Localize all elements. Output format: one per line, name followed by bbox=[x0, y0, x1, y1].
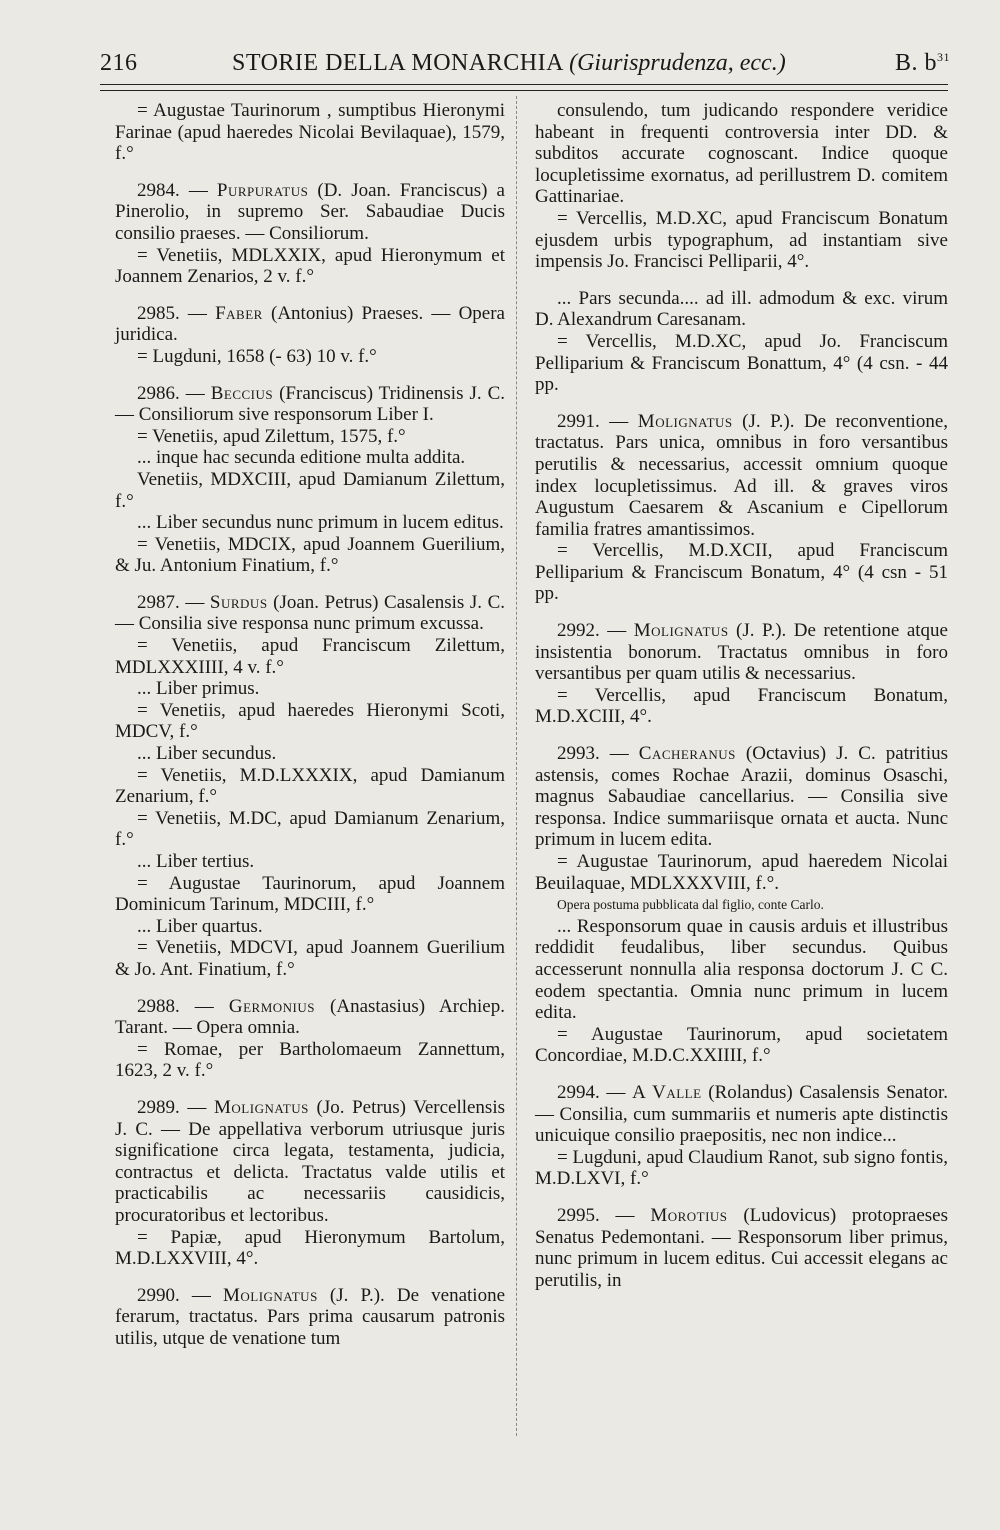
entry-line: Venetiis, MDXCIII, apud Damianum Zilettum, f.° bbox=[115, 468, 505, 512]
entry-number: 2984. — bbox=[137, 179, 217, 201]
entry-title: (Ludovicus) protopraeses Senatus Pedemontani. — Responsorum liber primus, nunc primum in lucem editus. Cui accessit elegans ac perutilis, in bbox=[535, 1204, 948, 1291]
signature-text: B. b bbox=[894, 50, 937, 76]
header-rule bbox=[100, 84, 948, 85]
entry-number: 2988. — bbox=[137, 995, 229, 1017]
entry-line: = Augustae Taurinorum , sumptibus Hieronymi Farinae (apud haeredes Nicolai Bevilaquae), 1579, f.° bbox=[115, 100, 505, 165]
entry-line: ... inque hac secunda editione multa addita. bbox=[137, 447, 466, 469]
entry-heading bbox=[535, 620, 948, 685]
page-number: 216 bbox=[100, 50, 138, 76]
entry-line: = Augustae Taurinorum, apud haeredem Nicolai Beuilaquae, MDLXXXVIII, f.°. bbox=[535, 851, 948, 894]
entry-number: 2985. — bbox=[137, 302, 216, 324]
entry-line: = Vercellis, apud Franciscum Bonatum, M.D.XCIII, 4°. bbox=[535, 684, 948, 728]
catalog-entry bbox=[535, 1082, 948, 1190]
entry-heading bbox=[535, 743, 948, 851]
entry-heading bbox=[115, 180, 505, 245]
entry-title: (Franciscus) Tridinensis J. C. — Consiliorum sive responsorum Liber I. bbox=[115, 382, 506, 426]
entry-line: = Venetiis, MDCIX, apud Joannem Guerilium, & Ju. Antonium Finatium, f.° bbox=[115, 533, 505, 577]
entry-number: 2995. — bbox=[557, 1204, 651, 1226]
entry-title: (D. Joan. Franciscus) a Pinerolio, in supremo Ser. Sabaudiae Ducis consilio praeses. — Consiliorum. bbox=[115, 179, 505, 244]
entry-line: = Vercellis, M.D.XCII, apud Franciscum Pelliparium & Franciscum Bonatum, 4° (4 csn - 51 pp. bbox=[535, 540, 948, 605]
entry-note: Opera postuma pubblicata dal figlio, conte Carlo. bbox=[557, 897, 824, 913]
catalog-entry bbox=[535, 1205, 948, 1291]
entry-heading bbox=[115, 1285, 505, 1350]
entry-author: Molignatus bbox=[637, 410, 733, 432]
catalog-entry bbox=[115, 996, 505, 1082]
catalog-entry bbox=[535, 100, 948, 273]
entry-heading bbox=[115, 383, 505, 426]
entry-heading bbox=[115, 1097, 505, 1227]
entry-line: ... Liber secundus nunc primum in lucem editus. bbox=[137, 512, 504, 534]
entry-number: 2987. — bbox=[137, 591, 210, 613]
entry-heading bbox=[535, 1082, 948, 1147]
entry-author: Faber bbox=[215, 302, 263, 324]
entry-line: = Lugduni, 1658 (- 63) 10 v. f.° bbox=[137, 345, 377, 367]
entry-line: = Vercellis, M.D.XC, apud Jo. Franciscum Pelliparium & Franciscum Bonattum, 4° (4 csn. - 44 pp. bbox=[535, 330, 948, 396]
entry-heading bbox=[115, 996, 505, 1039]
entry-line: ... Liber primus. bbox=[137, 678, 260, 700]
entry-heading bbox=[535, 1205, 948, 1291]
entry-heading bbox=[115, 303, 505, 346]
entry-line: = Venetiis, apud Franciscum Zilettum, MDLXXXIIII, 4 v. f.° bbox=[115, 635, 505, 678]
left-column bbox=[115, 100, 505, 1364]
entry-line: ... Pars secunda.... ad ill. admodum & exc. virum D. Alexandrum Caresanam. bbox=[535, 287, 948, 331]
entry-line: = Venetiis, MDCVI, apud Joannem Guerilium & Jo. Ant. Finatium, f.° bbox=[115, 937, 505, 980]
catalog-entry bbox=[115, 1285, 505, 1350]
entry-line: ... Liber secundus. bbox=[137, 743, 277, 765]
catalog-entry bbox=[115, 303, 505, 368]
entry-title: (J. P.). De retentione atque insistentia bonorum. Tractatus omnibus in foro versantibus per quam utilis & necessarius. bbox=[535, 620, 948, 685]
entry-line: = Venetiis, apud Zilettum, 1575, f.° bbox=[137, 425, 406, 447]
signature-sup: 31 bbox=[937, 50, 950, 64]
entry-heading bbox=[115, 592, 505, 635]
entry-number: 2989. — bbox=[137, 1096, 215, 1118]
catalog-entry bbox=[535, 288, 948, 396]
entry-author: Surdus bbox=[209, 591, 268, 613]
entry-author: Molignatus bbox=[214, 1096, 309, 1118]
signature-mark bbox=[895, 50, 950, 77]
entry-line: = Venetiis, MDLXXIX, apud Hieronymum et Joannem Zenarios, 2 v. f.° bbox=[115, 244, 505, 288]
entry-line: = Romae, per Bartholomaeum Zannettum, 1623, 2 v. f.° bbox=[115, 1038, 505, 1082]
column-divider bbox=[516, 96, 517, 1436]
entry-title: (J. P.). De venatione ferarum, tractatus. Pars prima causarum patronis utilis, utque de venatione tum bbox=[115, 1284, 505, 1349]
entry-heading bbox=[535, 411, 948, 541]
entry-title: (Joan. Petrus) Casalensis J. C. — Consilia sive responsa nunc primum excussa. bbox=[115, 591, 505, 635]
catalog-entry bbox=[115, 383, 505, 577]
right-column bbox=[535, 100, 948, 1306]
entry-author: Germonius bbox=[228, 995, 315, 1017]
entry-title: (Jo. Petrus) Vercellensis J. C. — De appellativa verborum utriusque juris significatione circa legata, testamenta, judicia, contractus et delicta. Tractatus valde utilis et practicabilis ac necessariis causidicis, procuratoribus et lectoribus. bbox=[115, 1096, 505, 1226]
entry-number: 2994. — bbox=[557, 1081, 633, 1103]
entry-author: Molignatus bbox=[222, 1284, 318, 1306]
entry-author: Purpuratus bbox=[216, 179, 309, 201]
running-title-subtitle: (Giurisprudenza, ecc.) bbox=[569, 50, 786, 76]
entry-number: 2986. — bbox=[137, 382, 211, 404]
entry-number: 2991. — bbox=[557, 410, 638, 432]
entry-line: = Lugduni, apud Claudium Ranot, sub signo fontis, M.D.LXVI, f.° bbox=[535, 1146, 948, 1190]
catalog-entry bbox=[115, 1097, 505, 1270]
catalog-entry bbox=[535, 620, 948, 728]
entry-line: = Augustae Taurinorum, apud societatem Concordiae, M.D.C.XXIIII, f.° bbox=[535, 1023, 948, 1067]
catalog-entry bbox=[115, 592, 505, 981]
catalog-entry bbox=[115, 180, 505, 288]
entry-line: = Vercellis, M.D.XC, apud Franciscum Bonatum ejusdem urbis typographum, ad instantiam sive impensis Jo. Francisci Pelliparii, 4°. bbox=[535, 207, 948, 273]
entry-author: Morotius bbox=[650, 1204, 728, 1226]
entry-line: = Venetiis, apud haeredes Hieronymi Scoti, MDCV, f.° bbox=[115, 699, 505, 743]
entry-number: 2990. — bbox=[137, 1284, 223, 1306]
entry-line: = Venetiis, M.D.LXXXIX, apud Damianum Zenarium, f.° bbox=[115, 764, 505, 808]
entry-line: ... Liber quartus. bbox=[137, 915, 263, 937]
entry-title: (Rolandus) Casalensis Senator. — Consilia, cum summariis et numeris apte distinctis unicuique consilio praepositis, nec non indice... bbox=[535, 1081, 949, 1147]
entry-author: A Valle bbox=[632, 1081, 702, 1103]
catalog-entry bbox=[115, 100, 505, 165]
entry-title: (J. P.). De reconventione, tractatus. Pars unica, omnibus in foro versantibus perutilis & necessarius, accessit omnium quoque index locupletissimus. Ad ill. & graves viros Augustum Caesarem & Ascanium e Cipellorum familia fratres amantissimos. bbox=[535, 410, 949, 540]
entry-number: 2992. — bbox=[557, 620, 634, 642]
entry-author: Cacheranus bbox=[638, 743, 736, 765]
running-title bbox=[232, 50, 786, 77]
entry-line: ... Liber tertius. bbox=[137, 851, 255, 872]
header-rule-thin bbox=[100, 90, 948, 91]
entry-author: Beccius bbox=[210, 382, 274, 404]
entry-line: consulendo, tum judicando respondere veridice habeant in frequenti controversia inter DD. & subditos accurate cognoscant. Indice quoque locupletissime exornatus, ad perillustrem D. comitem Gattinariae. bbox=[535, 100, 948, 208]
entry-title: (Antonius) Praeses. — Opera juridica. bbox=[115, 302, 505, 346]
entry-number: 2993. — bbox=[557, 743, 639, 765]
entry-line: = Papiæ, apud Hieronymum Bartolum, M.D.LXXVIII, 4°. bbox=[115, 1226, 505, 1270]
entry-line: = Augustae Taurinorum, apud Joannem Dominicum Tarinum, MDCIII, f.° bbox=[115, 872, 505, 916]
entry-author: Molignatus bbox=[633, 620, 729, 642]
running-title-main: STORIE DELLA MONARCHIA bbox=[232, 50, 563, 76]
entry-title: (Anastasius) Archiep. Tarant. — Opera omnia. bbox=[115, 995, 505, 1039]
running-header bbox=[100, 44, 950, 84]
entry-title: (Octavius) J. C. patritius astensis, comes Rochae Arazii, dominus Osaschi, magnus Sabaudiae cancellarius. — Consilia sive responsa. Indice summariisque ornata et aucta. Nunc primum in lucem edita. bbox=[535, 743, 949, 851]
catalog-entry bbox=[535, 411, 948, 605]
entry-line: = Venetiis, M.DC, apud Damianum Zenarium, f.° bbox=[115, 807, 505, 851]
entry-line: ... Responsorum quae in causis arduis et illustribus reddidit feudalibus, liber secundus. Quibus accesserunt nonnulla alia responsa doctorum J. C C. eodem spectantia. Omnia nunc primum in lucem edita. bbox=[535, 915, 948, 1024]
catalog-entry bbox=[535, 743, 948, 1067]
